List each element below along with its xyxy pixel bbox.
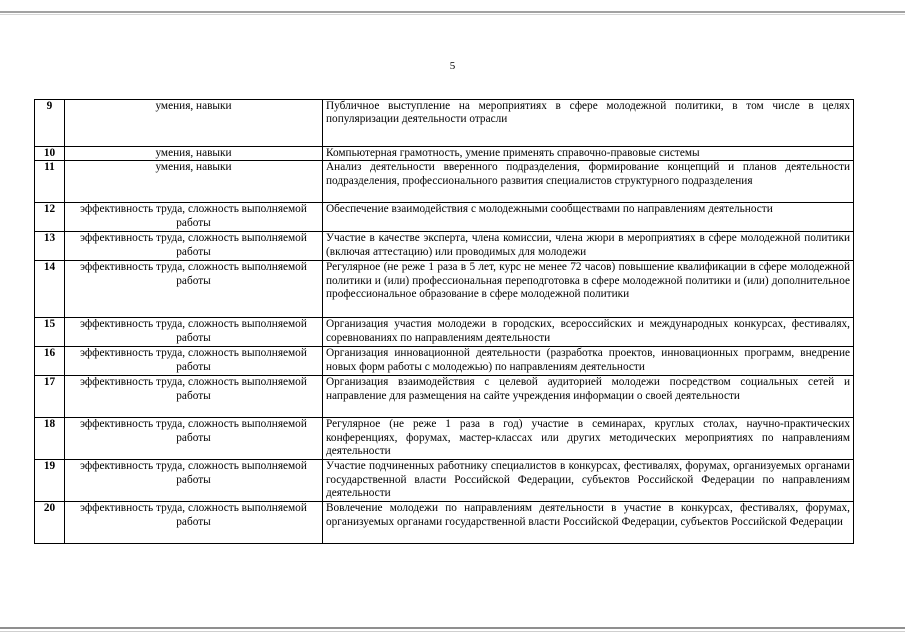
table-row xyxy=(35,502,854,544)
row-description: Публичное выступление на мероприятиях в сфере молодежной политики, в том числе в целях популяризации деятельности отрасли xyxy=(323,100,854,147)
table-row xyxy=(35,418,854,460)
row-criterion: умения, навыки xyxy=(65,161,323,203)
criteria-table xyxy=(34,99,854,544)
table-row xyxy=(35,161,854,203)
row-number: 18 xyxy=(35,418,65,460)
row-description: Регулярное (не реже 1 раза в 5 лет, курс не менее 72 часов) повышение квалификации в сфере молодежной политики и (или) профессиональная переподготовка в сфере молодежной политики и (или) дополнительное профессиональное образование в сфере молодежной политики xyxy=(323,261,854,318)
row-description: Вовлечение молодежи по направлениям деятельности в участие в конкурсах, фестивалях, форумах, организуемых органами государственной власти Российской Федерации, субъектов Российской Федерации xyxy=(323,502,854,544)
row-number: 17 xyxy=(35,376,65,418)
table-row xyxy=(35,318,854,347)
row-number: 9 xyxy=(35,100,65,147)
scan-edge-bottom xyxy=(0,627,905,629)
row-number: 11 xyxy=(35,161,65,203)
row-description: Организация инновационной деятельности (разработка проектов, инновационных программ, внедрение новых форм работы с молодежью) по направлениям деятельности xyxy=(323,347,854,376)
table-row xyxy=(35,147,854,161)
row-criterion: эффективность труда, сложность выполняемой работы xyxy=(65,418,323,460)
row-criterion: эффективность труда, сложность выполняемой работы xyxy=(65,232,323,261)
table-row xyxy=(35,232,854,261)
row-criterion: эффективность труда, сложность выполняемой работы xyxy=(65,460,323,502)
row-number: 16 xyxy=(35,347,65,376)
table-row xyxy=(35,347,854,376)
row-description: Обеспечение взаимодействия с молодежными сообществами по направлениям деятельности xyxy=(323,203,854,232)
row-number: 19 xyxy=(35,460,65,502)
row-description: Организация участия молодежи в городских, всероссийских и международных конкурсах, фестивалях, соревнованиях по направлениям деятельности xyxy=(323,318,854,347)
scan-edge-top-shadow xyxy=(0,14,905,15)
row-description: Компьютерная грамотность, умение применять справочно-правовые системы xyxy=(323,147,854,161)
table-row xyxy=(35,100,854,147)
table-row xyxy=(35,261,854,318)
table-row xyxy=(35,460,854,502)
row-description: Организация взаимодействия с целевой аудиторией молодежи посредством социальных сетей и направление для размещения на сайте учреждения информации о своей деятельности xyxy=(323,376,854,418)
page-number: 5 xyxy=(449,60,456,72)
row-criterion: эффективность труда, сложность выполняемой работы xyxy=(65,502,323,544)
row-number: 13 xyxy=(35,232,65,261)
row-description: Участие в качестве эксперта, члена комиссии, члена жюри в мероприятиях в сфере молодежной политики (включая аттестацию) или проводимых для молодежи xyxy=(323,232,854,261)
row-criterion: эффективность труда, сложность выполняемой работы xyxy=(65,347,323,376)
row-number: 12 xyxy=(35,203,65,232)
row-criterion: эффективность труда, сложность выполняемой работы xyxy=(65,376,323,418)
row-number: 15 xyxy=(35,318,65,347)
row-description: Регулярное (не реже 1 раза в год) участие в семинарах, круглых столах, научно-практических конференциях, форумах, мастер-классах или других методических мероприятиях по направлениям деятельности xyxy=(323,418,854,460)
row-criterion: эффективность труда, сложность выполняемой работы xyxy=(65,261,323,318)
row-number: 20 xyxy=(35,502,65,544)
row-description: Анализ деятельности вверенного подразделения, формирование концепций и планов деятельности подразделения, профессионального развития специалистов структурного подразделения xyxy=(323,161,854,203)
scan-edge-bottom-shadow xyxy=(0,631,905,632)
row-criterion: эффективность труда, сложность выполняемой работы xyxy=(65,203,323,232)
scan-edge-top xyxy=(0,11,905,13)
row-number: 14 xyxy=(35,261,65,318)
row-criterion: эффективность труда, сложность выполняемой работы xyxy=(65,318,323,347)
row-number: 10 xyxy=(35,147,65,161)
row-criterion: умения, навыки xyxy=(65,147,323,161)
table-row xyxy=(35,203,854,232)
row-criterion: умения, навыки xyxy=(65,100,323,147)
row-description: Участие подчиненных работнику специалистов в конкурсах, фестивалях, форумах, организуемых органами государственной власти Российской Федерации, субъектов Российской Федерации по направлениям деятельности xyxy=(323,460,854,502)
table-row xyxy=(35,376,854,418)
